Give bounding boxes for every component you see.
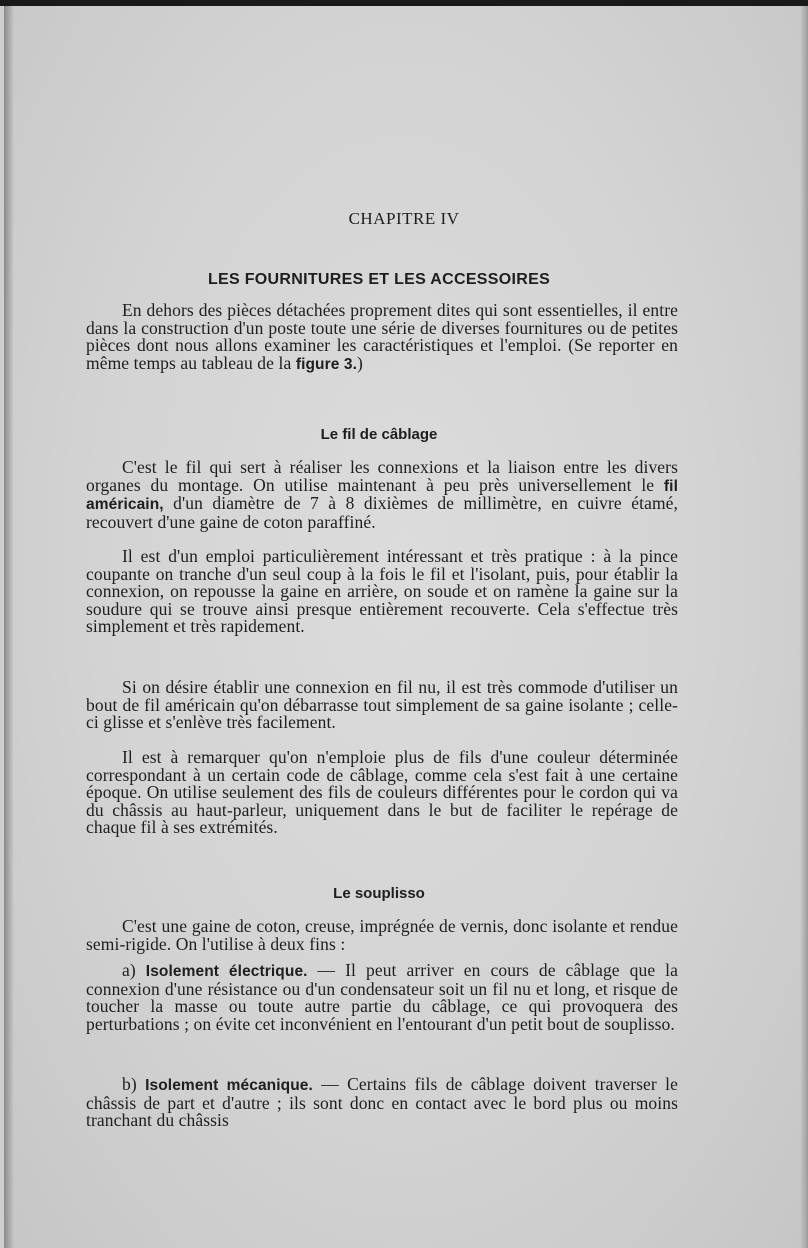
bold-term: Isolement électrique. — [145, 963, 308, 980]
intro-paragraph — [86, 302, 678, 373]
text: a) — [122, 960, 146, 980]
text: C'est une gaine de coton, creuse, imprégnée de vernis, donc isolante et rendue semi-rigide. On l'utilise à deux fins : — [86, 916, 678, 954]
text: C'est le fil qui sert à réaliser les connexions et la liaison entre les divers organes du montage. On utilise maintenant à peu près universellement le — [86, 457, 678, 495]
figure-reference: figure 3. — [295, 355, 358, 373]
paragraph — [86, 749, 678, 837]
section-heading-souplisso: Le souplisso — [333, 885, 425, 902]
section-heading-fil-de-cablage: Le fil de câblage — [320, 426, 438, 443]
bold-term: Isolement mécanique. — [145, 1077, 313, 1094]
paragraph — [86, 459, 678, 531]
page-edge-shadow — [800, 6, 808, 1248]
chapter-title: LES FOURNITURES ET LES ACCESSOIRES — [207, 271, 551, 288]
text: b) — [122, 1074, 146, 1094]
paragraph — [86, 1076, 678, 1130]
paragraph — [86, 962, 678, 1033]
chapter-number: CHAPITRE IV — [348, 209, 460, 228]
text: Si on désire établir une connexion en fil nu, il est très commode d'utiliser un bout de fil américain qu'on débarrasse tout simplement de sa gaine isolante ; celle-ci glisse et s'enlève très facilement. — [86, 677, 678, 733]
text: Il est à remarquer qu'on n'emploie plus de fils d'une couleur déterminée correspondant à un certain code de câblage, comme cela s'est fait à une certaine époque. On utilise seulement des fils de couleurs différentes pour le cordon qui va du châssis au haut-parleur, uniquement dans le but de faciliter le repérage de chaque fil à ses extrémités. — [86, 747, 678, 838]
text: d'un diamètre de 7 à 8 dixièmes de millimètre, en cuivre étamé, recouvert d'une gaine de coton paraffiné. — [86, 493, 678, 532]
page-binding-shadow — [4, 6, 14, 1248]
book-page — [4, 6, 804, 1248]
text: — Il peut arriver en cours de câblage que la connexion d'une résistance ou d'un condensateur soit un fil nu et long, et risque de toucher la masse ou toute autre partie du câblage, ce qui provoquera des perturbations ; on évite cet inconvénient en l'entourant d'un petit bout de souplisso. — [86, 960, 679, 1034]
bold-term: fil américain, — [86, 477, 678, 514]
text: ) — [357, 352, 363, 373]
text: Il est d'un emploi particulièrement intéressant et très pratique : à la pince coupante on tranche d'un seul coup à la fois le fil et l'isolant, puis, pour établir la connexion, on repousse la gaine en arrière, on soude et on ramène la gaine sur la soudure qui se trouve ainsi presque entièrement recouverte. Cela s'effectue très simplement et très rapidement. — [86, 546, 678, 637]
paragraph — [86, 679, 678, 732]
text: — Certains fils de câblage doivent traverser le châssis de part et d'autre ; ils sont donc en contact avec le bord plus ou moins tranchant du châssis — [86, 1074, 678, 1131]
paragraph — [86, 548, 678, 636]
paragraph — [86, 918, 678, 953]
text: En dehors des pièces détachées proprement dites qui sont essentielles, il entre dans la construction d'un poste toute une série de diverses fournitures ou de petites pièces dont nous allons examiner les caractéristiques et l'emploi. (Se reporter en même temps au tableau de la — [86, 300, 678, 373]
